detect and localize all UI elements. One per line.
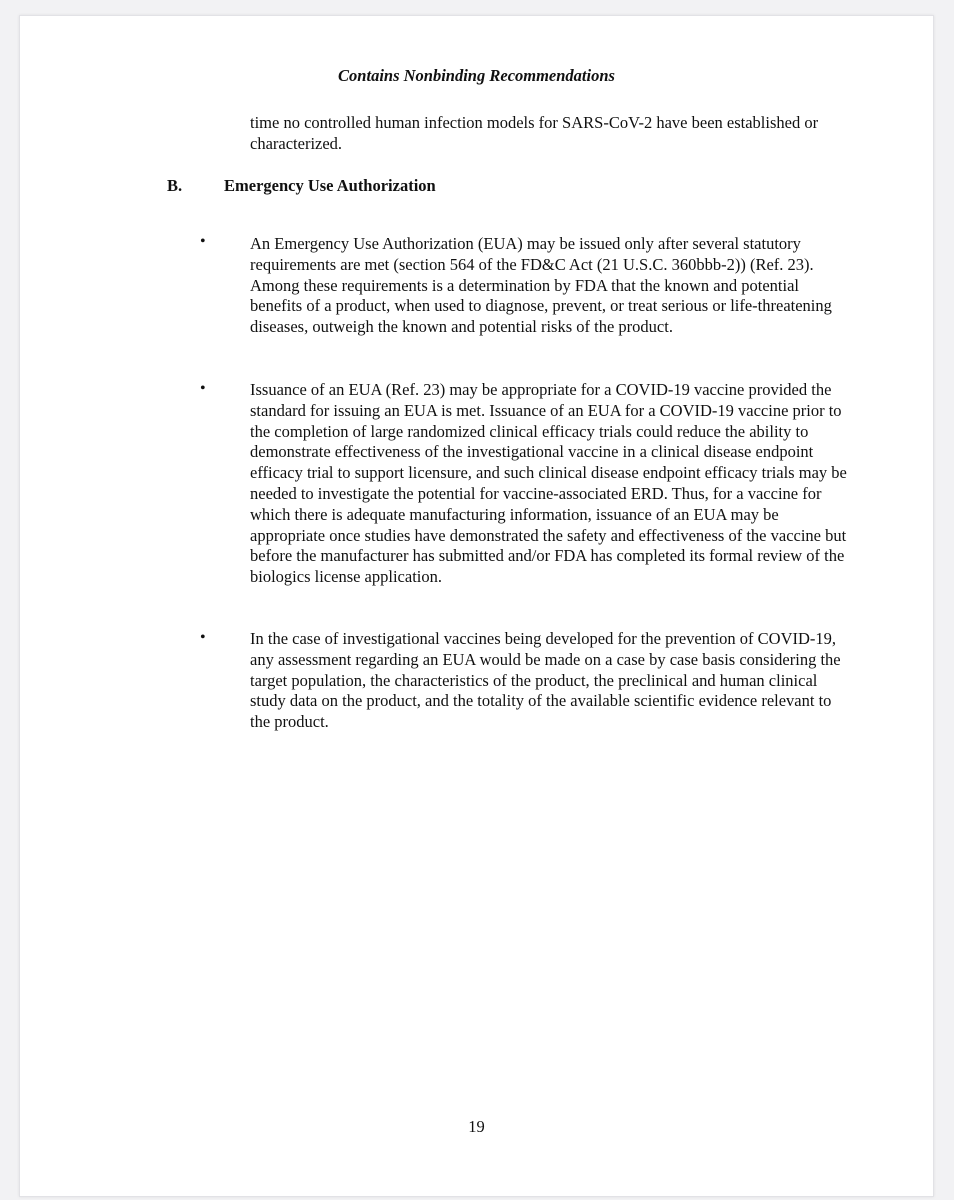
- bullet-paragraph-1: An Emergency Use Authorization (EUA) may be issued only after several statutory requirements are met (section 564 of the FD&C Act (21 U.S.C. 360bbb-2)) (Ref. 23). Among these requirements is a determination by FDA that the known and potential benefits of a product, when used to diagnose, prevent, or treat serious or life-threatening diseases, outweigh the known and potential risks of the product.: [250, 234, 832, 337]
- section-letter: B.: [167, 176, 183, 195]
- bullet-paragraph-3: In the case of investigational vaccines being developed for the prevention of COVID-19, any assessment regarding an EUA would be made on a case by case basis considering the target population, the characteristics of the product, the preclinical and human clinical study data on the product, and the totality of the available scientific evidence relevant to the product.: [250, 629, 841, 732]
- page-header: Contains Nonbinding Recommendations: [338, 66, 615, 85]
- bullet-paragraph-2: Issuance of an EUA (Ref. 23) may be appropriate for a COVID-19 vaccine provided the standard for issuing an EUA is met. Issuance of an EUA for a COVID-19 vaccine prior to the completion of large randomized clinical efficacy trials could reduce the ability to demonstrate effectiveness of the investigational vaccine in a clinical disease endpoint efficacy trial to support licensure, and such clinical disease endpoint efficacy trials may be needed to investigate the potential for vaccine-associated ERD. Thus, for a vaccine for which there is adequate manufacturing information, issuance of an EUA may be appropriate once studies have demonstrated the safety and effectiveness of the vaccine but before the manufacturer has submitted and/or FDA has completed its formal review of the biologics license application.: [250, 380, 847, 587]
- page-number: 19: [468, 1117, 485, 1136]
- bullet-icon: •: [200, 380, 206, 397]
- bullet-icon: •: [200, 629, 206, 646]
- continued-paragraph: time no controlled human infection models for SARS-CoV-2 have been established or characterized.: [250, 113, 819, 153]
- section-title: Emergency Use Authorization: [224, 176, 436, 195]
- section-heading: [167, 175, 436, 196]
- document-page: [19, 15, 934, 1197]
- bullet-icon: •: [200, 233, 206, 250]
